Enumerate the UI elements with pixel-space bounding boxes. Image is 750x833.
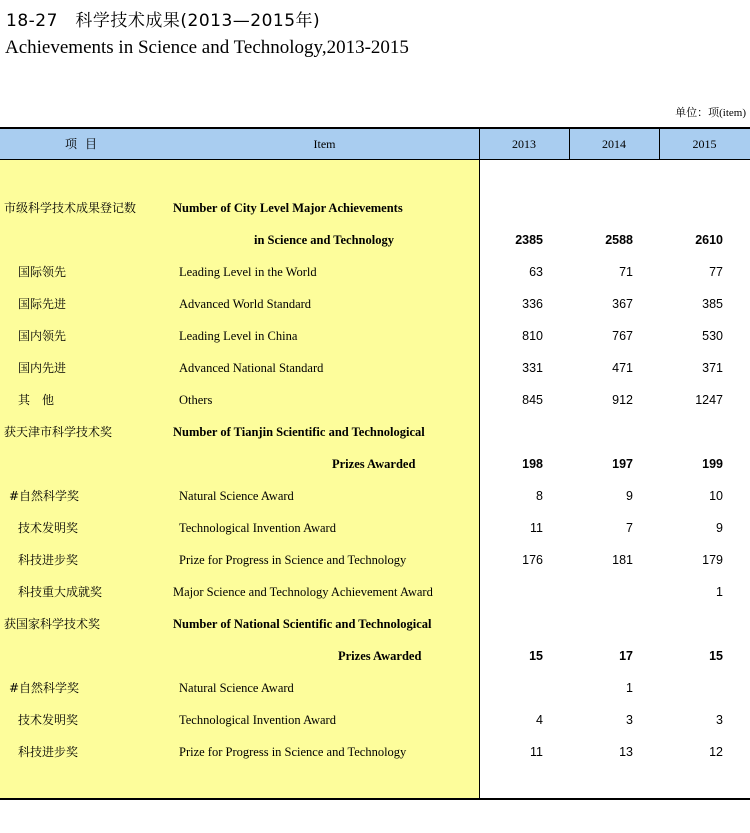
unit-label-english: (item) — [719, 107, 746, 119]
row-label-chinese: 获天津市科学技术奖 — [4, 425, 113, 439]
value-2015: 1 — [716, 585, 723, 599]
header-divider — [479, 129, 480, 159]
header-year-2015: 2015 — [692, 137, 717, 151]
value-2013: 11 — [530, 745, 543, 759]
unit-label-chinese: 单位：项 — [675, 106, 720, 119]
value-2013: 198 — [522, 457, 543, 471]
row-label-english: Number of City Level Major Achievements — [173, 201, 403, 215]
row-label-chinese: 国内领先 — [18, 329, 67, 343]
value-2014: 71 — [619, 265, 633, 279]
value-2014 — [570, 576, 633, 608]
row-label-english: Prizes Awarded — [338, 649, 422, 663]
value-2014 — [570, 416, 633, 448]
table-title-english: Achievements in Science and Technology,2013-2015 — [5, 37, 409, 58]
value-2013: 176 — [522, 553, 543, 567]
value-2015: 2610 — [695, 233, 723, 247]
value-2014: 17 — [619, 649, 633, 663]
value-2015 — [660, 672, 723, 704]
table-row — [0, 480, 750, 512]
value-2014: 13 — [619, 745, 633, 759]
table-row — [0, 416, 750, 448]
row-label-chinese: 获国家科学技术奖 — [4, 617, 101, 631]
table-row — [0, 576, 750, 608]
value-2014: 9 — [626, 489, 633, 503]
table-row — [0, 352, 750, 384]
value-2013: 8 — [536, 489, 543, 503]
row-label-chinese: 国内先进 — [18, 361, 67, 375]
value-2015: 199 — [702, 457, 723, 471]
table-row — [0, 384, 750, 416]
value-2014: 2588 — [605, 233, 633, 247]
row-label-english: Others — [179, 393, 213, 407]
table-row — [0, 512, 750, 544]
value-2015: 77 — [709, 265, 723, 279]
row-label-english: Technological Invention Award — [179, 713, 336, 727]
table-row — [0, 704, 750, 736]
value-2013: 810 — [522, 329, 543, 343]
header-divider — [569, 129, 570, 159]
value-2015: 15 — [709, 649, 723, 663]
value-2015: 385 — [702, 297, 723, 311]
value-2013: 15 — [529, 649, 543, 663]
row-label-english: Leading Level in the World — [179, 265, 317, 279]
value-2015: 1247 — [695, 393, 723, 407]
row-label-chinese: 科技进步奖 — [18, 553, 79, 567]
header-item-chinese: 项目 — [64, 137, 105, 151]
value-2014: 767 — [612, 329, 633, 343]
table-title-chinese: 18-27 科学技术成果(2013—2015年) — [6, 11, 321, 31]
value-2013 — [480, 192, 543, 224]
table-row — [0, 256, 750, 288]
row-label-chinese: 其 他 — [18, 393, 55, 407]
row-label-chinese: #自然科学奖 — [9, 489, 80, 503]
value-2015 — [660, 416, 723, 448]
value-2013: 331 — [522, 361, 543, 375]
row-label-english: Leading Level in China — [179, 329, 298, 343]
table-row — [0, 640, 750, 672]
row-label-english: Technological Invention Award — [179, 521, 336, 535]
header-year-2014: 2014 — [602, 137, 626, 151]
value-2014: 367 — [612, 297, 633, 311]
value-2014: 197 — [612, 457, 633, 471]
value-2014: 181 — [612, 553, 633, 567]
value-2015: 179 — [702, 553, 723, 567]
table-row — [0, 608, 750, 640]
value-2013 — [480, 576, 543, 608]
value-2014: 7 — [626, 521, 633, 535]
row-label-chinese: 市级科学技术成果登记数 — [4, 201, 137, 215]
value-2015: 10 — [709, 489, 723, 503]
header-item-english: Item — [313, 137, 336, 151]
value-2013 — [480, 416, 543, 448]
row-label-english: Prize for Progress in Science and Technology — [179, 745, 407, 759]
table-header — [0, 129, 750, 160]
row-label-chinese: #自然科学奖 — [9, 681, 80, 695]
row-label-english: Natural Science Award — [179, 489, 294, 503]
value-2013: 336 — [522, 297, 543, 311]
table-row — [0, 192, 750, 224]
value-2013: 2385 — [515, 233, 543, 247]
row-label-english: Advanced National Standard — [179, 361, 324, 375]
value-2013: 845 — [522, 393, 543, 407]
row-label-chinese: 国际领先 — [18, 265, 67, 279]
table-row — [0, 736, 750, 768]
row-label-chinese: 技术发明奖 — [18, 521, 79, 535]
value-2015: 9 — [716, 521, 723, 535]
value-2014: 1 — [626, 681, 633, 695]
header-year-2013: 2013 — [512, 137, 536, 151]
value-2014 — [570, 192, 633, 224]
value-2015 — [660, 608, 723, 640]
table-row — [0, 288, 750, 320]
value-2013: 4 — [536, 713, 543, 727]
table-row — [0, 320, 750, 352]
table-bottom-rule — [0, 798, 750, 800]
table-row — [0, 544, 750, 576]
row-label-english: Major Science and Technology Achievement Award — [173, 585, 433, 599]
row-label-chinese: 科技进步奖 — [18, 745, 79, 759]
row-label-english: Prize for Progress in Science and Technology — [179, 553, 407, 567]
value-2014: 3 — [626, 713, 633, 727]
table-row — [0, 224, 750, 256]
data-table — [0, 127, 750, 800]
row-label-english: in Science and Technology — [254, 233, 394, 247]
row-label-chinese: 科技重大成就奖 — [18, 585, 103, 599]
value-2014: 471 — [612, 361, 633, 375]
value-2014: 912 — [612, 393, 633, 407]
row-label-chinese: 国际先进 — [18, 297, 67, 311]
row-label-chinese: 技术发明奖 — [18, 713, 79, 727]
unit-label — [675, 104, 746, 120]
header-divider — [659, 129, 660, 159]
value-2015 — [660, 192, 723, 224]
row-label-english: Prizes Awarded — [332, 457, 416, 471]
value-2015: 12 — [709, 745, 723, 759]
value-2015: 530 — [702, 329, 723, 343]
value-2013: 63 — [529, 265, 543, 279]
value-2013 — [480, 672, 543, 704]
row-label-english: Number of National Scientific and Technological — [173, 617, 432, 631]
value-2014 — [570, 608, 633, 640]
row-label-english: Advanced World Standard — [179, 297, 312, 311]
row-label-english: Natural Science Award — [179, 681, 294, 695]
value-2015: 3 — [716, 713, 723, 727]
value-2013 — [480, 608, 543, 640]
value-2013: 11 — [530, 521, 543, 535]
row-label-english: Number of Tianjin Scientific and Technological — [173, 425, 425, 439]
table-row — [0, 448, 750, 480]
value-2015: 371 — [702, 361, 723, 375]
table-row — [0, 672, 750, 704]
